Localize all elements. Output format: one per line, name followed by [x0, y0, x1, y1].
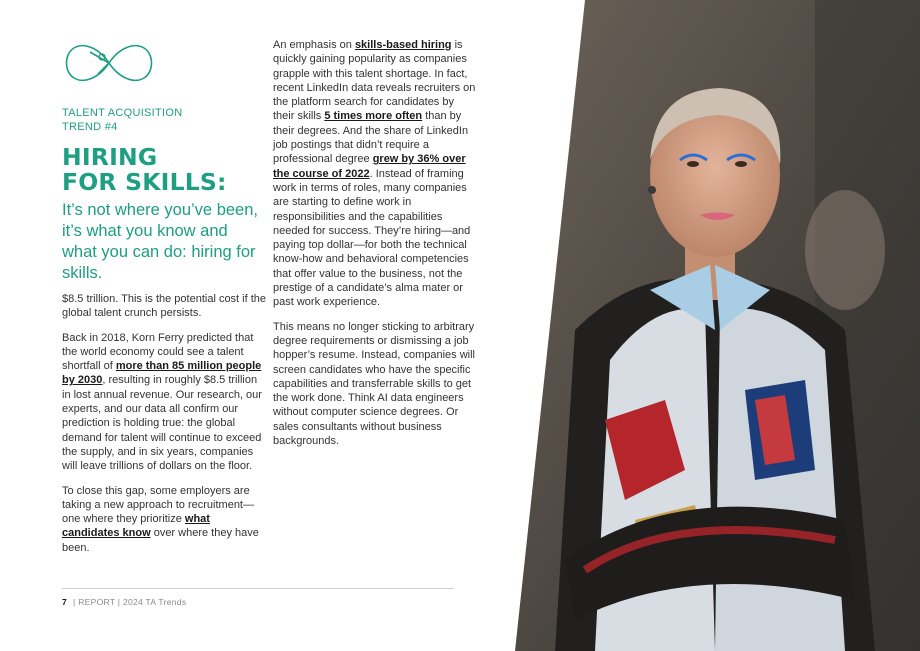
- footer-divider: [62, 588, 454, 589]
- column-right: [273, 38, 478, 458]
- p3-text-after: over where they have been.: [62, 527, 259, 554]
- column-left: [62, 292, 267, 565]
- title-line-2: FOR SKILLS:: [62, 168, 227, 196]
- kicker-line-2: TREND #4: [62, 121, 118, 133]
- link-85-million[interactable]: more than 85 million people by 2030: [62, 360, 262, 387]
- link-5-times-more-often[interactable]: 5 times more often: [324, 110, 423, 123]
- page-title: [62, 145, 262, 195]
- link-skills-based-hiring[interactable]: skills-based hiring: [354, 39, 452, 51]
- paragraph-degree-requirements: This means no longer sticking to arbitrary degree requirements or dismissing a job hopper’s resume. Instead, companies will screen candidates who have the specific capabilities and transferrable skills to get the work done. Think AI data engineers without computer science degrees. Or sales consultants without business backgrounds.: [273, 320, 475, 448]
- p3-text-before: To close this gap, some employers are taking a new approach to recruitment—one where they prioritize: [62, 484, 254, 526]
- link-grew-36-percent[interactable]: grew by 36% over the course of 2022: [273, 153, 466, 180]
- trend-kicker: [62, 106, 252, 134]
- p1-text-a: An emphasis on: [273, 39, 355, 51]
- p1-text-b: is quickly gaining popularity as companies grapple with this talent shortage. In fact, recent LinkedIn data reveals recruiters on the platform search for candidates by their skills: [273, 39, 476, 123]
- portrait-photo: [515, 0, 920, 651]
- paragraph-skills-hiring: [273, 38, 478, 310]
- page-number: 7: [62, 597, 68, 607]
- p2-text-before: Back in 2018, Korn Ferry predicted that the world economy could see a talent shortfall of: [62, 331, 254, 373]
- title-line-1: HIRING: [62, 143, 158, 171]
- paragraph-cost: $8.5 trillion. This is the potential cost if the global talent crunch persists.: [62, 293, 267, 320]
- subtitle: It’s not where you’ve been, it’s what you know and what you can do: hiring for skills.: [62, 201, 258, 282]
- p1-text-d: . Instead of framing work in terms of roles, many companies are starting to define work in responsibilities and the capabilities needed for success. They’re hiring—and paying top dollar—for both the technical know-how and behavioral competencies that offer value to the business, not the prestige of a candidate’s alma mater or past work experience.: [273, 167, 471, 309]
- paragraph-prediction: [62, 331, 267, 474]
- p1-text-c: than by their degrees. And the share of LinkedIn job postings that didn’t require a professional degree: [273, 110, 469, 166]
- footer-text: | REPORT | 2024 TA Trends: [73, 597, 187, 607]
- paragraph-approach: [62, 484, 267, 555]
- infinity-logo-icon: [62, 38, 156, 88]
- kicker-line-1: TALENT ACQUISITION: [62, 107, 183, 119]
- p2-text-after: , resulting in roughly $8.5 trillion in lost annual revenue. Our research, our experts, and our data all confirm our prediction is holding true: the global demand for talent will continue to exceed the supply, and in six years, companies will leave trillions of dollars on the floor.: [62, 374, 262, 473]
- page-footer: [62, 597, 186, 607]
- link-what-candidates-know[interactable]: what candidates know: [62, 513, 210, 540]
